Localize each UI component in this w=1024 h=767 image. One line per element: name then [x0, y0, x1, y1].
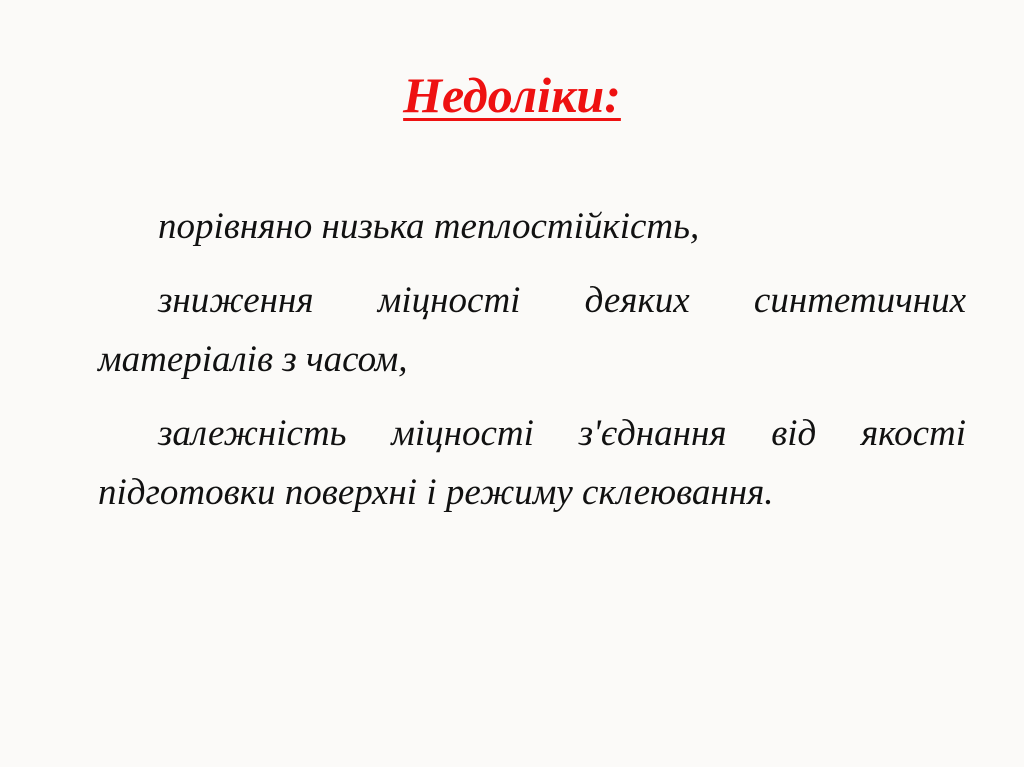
- disadvantage-item-2: зниження міцності деяких синтетичних матеріалів з часом,: [98, 280, 966, 380]
- disadvantage-item-1: порівняно низька теплостійкість,: [158, 206, 700, 247]
- disadvantage-item-3: залежність міцності з'єднання від якості підготовки поверхні і режиму склеювання.: [98, 413, 966, 513]
- slide-title: Недоліки:: [403, 67, 621, 123]
- slide-body: [98, 197, 966, 522]
